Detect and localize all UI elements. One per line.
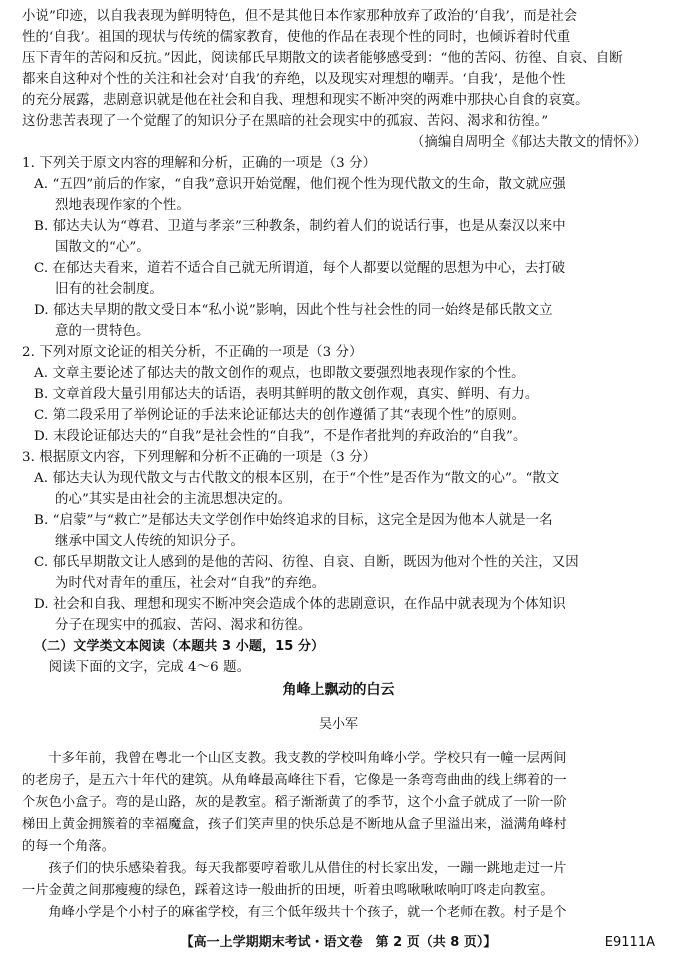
- option-a: A. 文章主要论述了郁达夫的散文创作的观点，也即散文要强烈地表现作家的个性。: [34, 366, 525, 381]
- option-c: C. 郁氏早期散文让人感到的是他的苦闷、彷徨、自哀、自断，既因为他对个性的关注，又因: [34, 555, 579, 570]
- option-d: D. 社会和自我、理想和现实不断冲突会造成个体的悲剧意识，在作品中就表现为个体知识: [34, 597, 566, 612]
- question-stem: 3. 根据原文内容，下列理解和分析不正确的一项是（3 分）: [22, 450, 377, 465]
- page-footer: [0, 932, 677, 954]
- story-line: 角峰小学是个小村子的麻雀学校，有三个低年级共十个孩子，就一个老师在教。村子是个: [48, 905, 567, 920]
- passage-tail: [22, 6, 655, 153]
- question-1: [22, 153, 655, 342]
- section-heading: （二）文学类文本阅读（本题共 3 小题，15 分）: [34, 639, 325, 654]
- option-b-cont: 国散文的“心”。: [55, 240, 150, 255]
- option-b: B. 郁达夫认为“尊君、卫道与孝亲”三种教条，制约着人们的说话行事，也是从秦汉以来中: [34, 219, 566, 234]
- option-c: C. 第二段采用了举例论证的手法来论证郁达夫的创作遵循了其“表现个性”的原则。: [34, 408, 526, 423]
- option-d-cont: 意的一贯特色。: [55, 324, 150, 339]
- section-instruction: 阅读下面的文字，完成 4～6 题。: [48, 660, 251, 675]
- option-d: D. 末段论证郁达夫的“自我”是社会性的“自我”，不是作者批判的弃政治的“自我”。: [34, 429, 527, 444]
- passage-line: 的充分展露，悲剧意识就是他在社会和自我、理想和现实不断冲突的两难中那抉心自食的哀寞。: [22, 93, 589, 108]
- story-line: 的每一个角落。: [22, 839, 116, 854]
- story-line: 的老房子，是五六十年代的建筑。从角峰最高峰往下看，它像是一条弯弯曲曲的线上绑着的一: [22, 773, 567, 788]
- passage-line: 性的‘自我’。祖国的现状与传统的儒家教育，使他的作品在表现个性的同时，也倾诉着时代重: [22, 30, 571, 45]
- section-2-header: [22, 636, 655, 678]
- passage-line: 这份悲苦表现了一个觉醒了的知识分子在黑暗的社会现实中的孤寂、苦闷、渴求和彷徨。”: [22, 114, 549, 129]
- option-b-cont: 继承中国文人传统的知识分子。: [55, 534, 244, 549]
- option-a-cont: 的心”其实是由社会的主流思想决定的。: [55, 492, 292, 507]
- option-d: D. 郁达夫早期的散文受日本“私小说”影响，因此个性与社会性的同一始终是郁氏散文立: [34, 303, 553, 318]
- footer-exam-code: E9111A: [604, 935, 655, 950]
- option-b: B. “启蒙”与“救亡”是郁达夫文学创作中始终追求的目标，这完全是因为他本人就是一名: [34, 513, 553, 528]
- option-a-cont: 烈地表现作家的个性。: [55, 198, 190, 213]
- question-stem: 2. 下列对原文论证的相关分析，不正确的一项是（3 分）: [22, 345, 363, 360]
- passage-line: 都来自这种对个性的关注和社会对‘自我’的弃绝，以及现实对理想的嘲弄。‘自我’，是他个性: [22, 72, 566, 87]
- story-author: 吴小军: [318, 717, 358, 732]
- option-b: B. 文章首段大量引用郁达夫的话语，表明其鲜明的散文创作观，真实、鲜明、有力。: [34, 387, 539, 402]
- story-line: 孩子们的快乐感染着我。每天我都要哼着歌儿从借住的村长家出发，一蹦一跳地走过一片: [48, 861, 567, 876]
- question-3: [22, 447, 655, 636]
- story-line: 个灰色小盒子。弯的是山路，灰的是教室。稻子渐渐黄了的季节，这个小盒子就成了一阶一阶: [22, 795, 567, 810]
- story-line: 十多年前，我曾在粤北一个山区支教。我支教的学校叫角峰小学。学校只有一幢一层两间: [48, 751, 567, 766]
- story-line: 一片金黄之间那瘦瘦的绿色，踩着这诗一般曲折的田埂，听着虫鸣啾啾哝响叮咚走向教室。: [22, 883, 554, 898]
- option-a: A. 郁达夫认为现代散文与古代散文的根本区别，在于“个性”是否作为“散文的心”。“散文: [34, 471, 560, 486]
- passage-line: 压下青年的苦闷和反抗。”因此，阅读郁氏早期散文的读者能够感受到：“他的苦闷、彷徨、自哀、自断: [22, 51, 623, 66]
- option-c-cont: 旧有的社会制度。: [55, 282, 163, 297]
- story-title: 角峰上飘动的白云: [282, 682, 395, 698]
- question-stem: 1. 下列关于原文内容的理解和分析，正确的一项是（3 分）: [22, 156, 377, 171]
- footer-page-info: 【高一上学期期末考试・语文卷 第 2 页（共 8 页）】: [180, 935, 497, 950]
- option-d-cont: 分子在现实中的孤寂、苦闷、渴求和彷徨。: [55, 618, 312, 633]
- story-line: 梯田上黄金拥簇着的幸福魔盒，孩子们笑声里的快乐总是不断地从盒子里溢出来，溢满角峰村: [22, 817, 567, 832]
- passage-line: 小说”印迹，以自我表现为鲜明特色，但不是其他日本作家那种放弃了政治的‘自我’，而是社会: [22, 9, 578, 24]
- question-2: [22, 342, 655, 447]
- story: [22, 679, 655, 924]
- option-c: C. 在郁达夫看来，道若不适合自己就无所谓道，每个人都要以觉醒的思想为中心，去打破: [34, 261, 566, 276]
- option-a: A. “五四”前后的作家，“自我”意识开始觉醒，他们视个性为现代散文的生命，散文就应强: [34, 177, 566, 192]
- option-c-cont: 为时代对青年的重压，社会对“自我”的弃绝。: [55, 576, 326, 591]
- passage-source: （摘编自周明全《郁达夫散文的情怀》）: [410, 135, 647, 150]
